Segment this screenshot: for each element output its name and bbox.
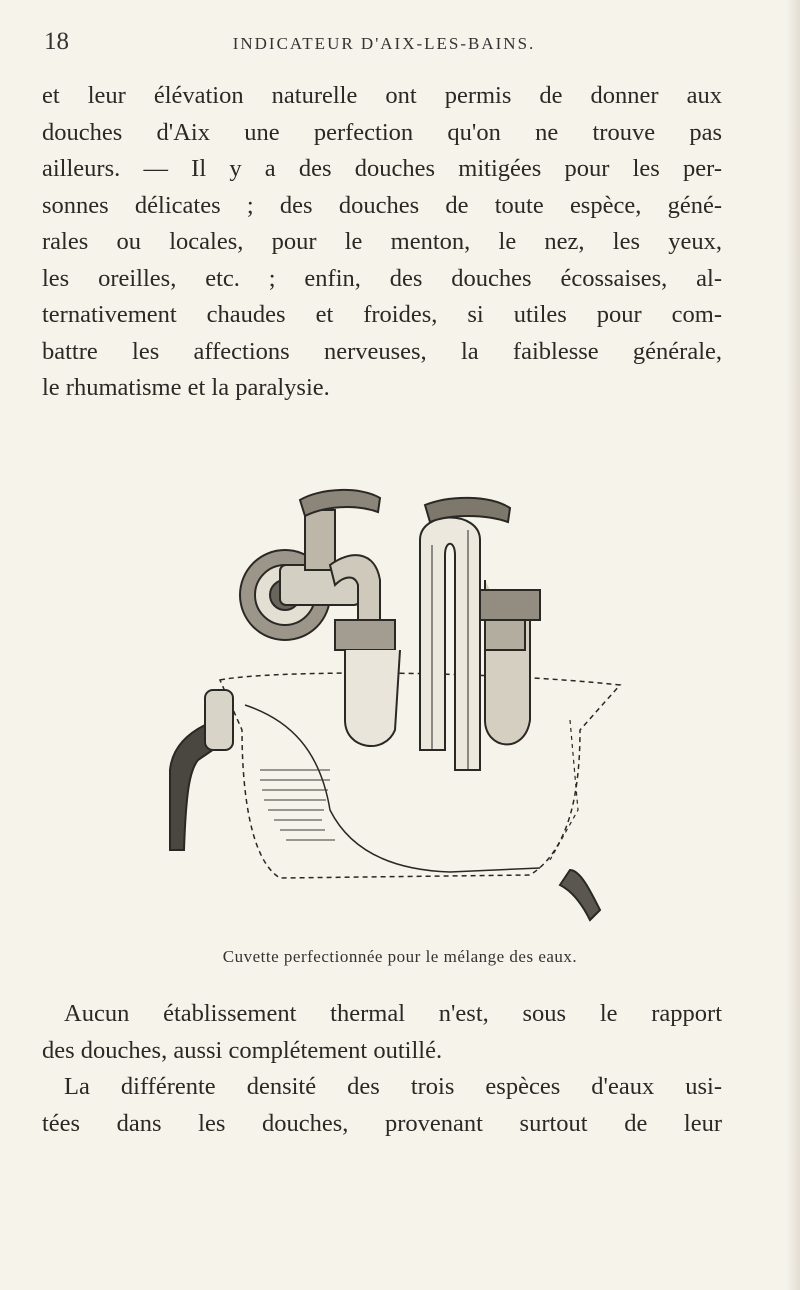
running-head: INDICATEUR D'AIX-LES-BAINS. [232,34,536,53]
page-edge-shadow [786,0,800,1290]
text-line: Aucun établissement thermal n'est, sous le rapport [64,1000,722,1027]
figure-caption: Cuvette perfectionnée pour le mélange des eaux. [222,947,578,966]
text-line: et leur élévation naturelle ont permis de donner aux [42,82,722,109]
text-line: battre les affections nerveuses, la faiblesse générale, [42,337,722,365]
text-line: La différente densité des trois espèces d'eaux usi- [64,1073,722,1100]
cuvette-illustration [150,470,650,940]
paragraph-1 [42,78,722,407]
text-line: des douches, aussi complétement outillé. [42,1036,443,1064]
page-number: 18 [44,28,69,55]
text-line: les oreilles, etc. ; enfin, des douches écossaises, al- [42,264,722,292]
text-line: le rhumatisme et la paralysie. [42,374,330,401]
text-line: rales ou locales, pour le menton, le nez, les yeux, [42,228,722,255]
paragraph-2 [42,996,722,1142]
text-line: douches d'Aix une perfection qu'on ne trouve pas [42,118,722,146]
page-header [44,28,724,62]
text-line: sonnes délicates ; des douches de toute espèce, géné- [42,191,722,219]
text-line: ternativement chaudes et froides, si utiles pour com- [42,301,722,328]
text-line: ailleurs. — Il y a des douches mitigées pour les per- [42,155,722,182]
text-line: tées dans les douches, provenant surtout de leur [42,1109,722,1137]
